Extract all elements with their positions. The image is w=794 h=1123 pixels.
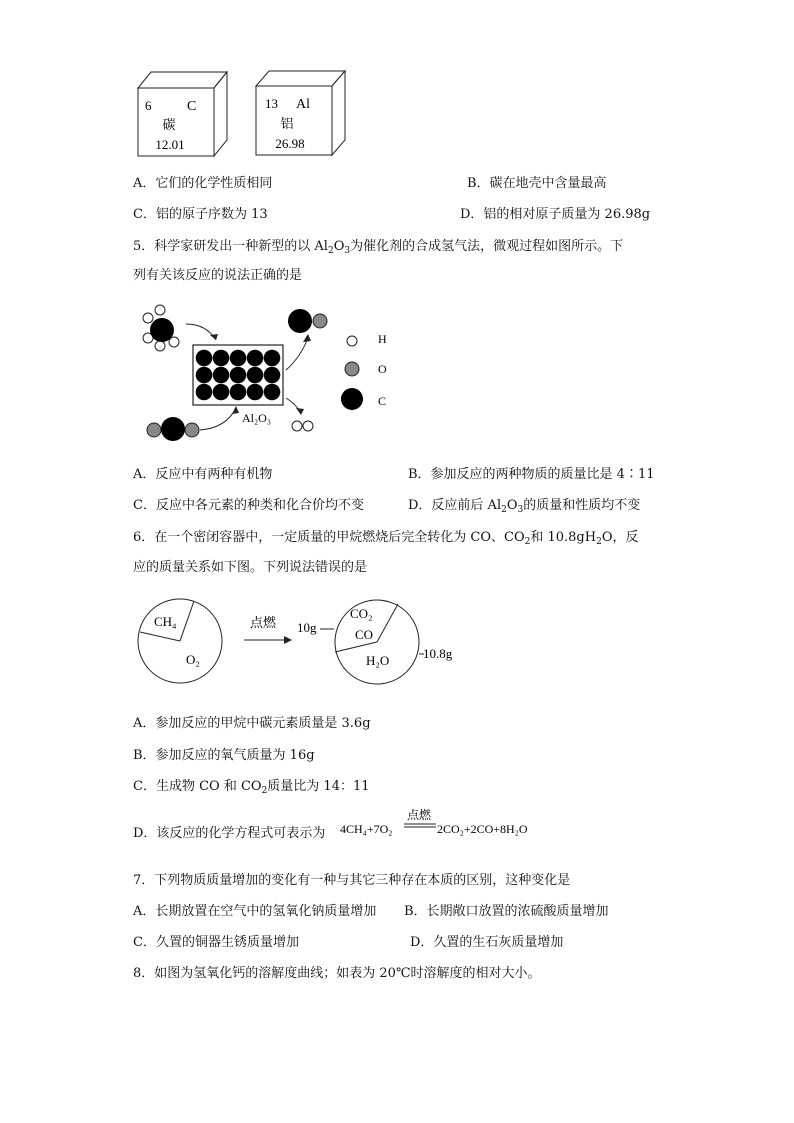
- carbon-monoxide-molecule: [288, 309, 327, 333]
- legend-o: O: [378, 362, 387, 376]
- mass-label-10g: 10g: [297, 620, 317, 635]
- catalyst-atom: [264, 350, 281, 367]
- catalyst-atom: [230, 350, 247, 367]
- pie-right-co: CO: [355, 627, 374, 642]
- q4-option-d[interactable]: D．铝的相对原子质量为 26.98g: [460, 207, 651, 222]
- q6-option-a[interactable]: A．参加反应的甲烷中碳元素质量是 3.6g: [133, 716, 371, 731]
- q6-equation: [340, 806, 560, 842]
- aluminum-mass: 26.98: [275, 136, 305, 151]
- q6-option-c[interactable]: C．生成物 CO 和 $CO_2$质量比为 14：11: [133, 779, 370, 796]
- q6-stem-line1: 6．在一个密闭容器中，一定质量的甲烷燃烧后完全转化为 CO、$CO_2$和 $10.8gH_2O$，反: [133, 530, 639, 547]
- q6-stem-line2: 应的质量关系如下图。下列说法错误的是: [133, 560, 368, 575]
- ignite-label: 点燃: [250, 615, 277, 630]
- hydrogen-legend-icon: [347, 336, 357, 346]
- catalyst-atom: [247, 350, 264, 367]
- q5-option-c[interactable]: C．反应中各元素的种类和化合价均不变: [133, 498, 364, 513]
- catalyst-atom: [196, 350, 213, 367]
- catalyst-atom: [264, 367, 281, 384]
- catalyst-atom: [213, 367, 230, 384]
- equation-left: 4CH₄+7O₂: [340, 822, 393, 836]
- q5-stem-line2: 列有关该反应的说法正确的是: [133, 268, 303, 283]
- catalyst-atom: [213, 350, 230, 367]
- q4-option-a[interactable]: A．它们的化学性质相同: [133, 176, 273, 191]
- carbon-card: [138, 72, 227, 156]
- carbon-mass: 12.01: [155, 137, 185, 152]
- aluminum-card: [256, 71, 345, 155]
- pie-left-o2: O₂: [186, 652, 200, 667]
- equation-condition: 点燃: [407, 808, 432, 822]
- q6-mass-pie-figure: [134, 596, 464, 692]
- catalyst-atom: [196, 384, 213, 401]
- element-cards-figure: [130, 66, 360, 162]
- q8-stem: 8．如图为氢氧化钙的溶解度曲线；如表为 20℃时溶解度的相对大小。: [133, 966, 541, 981]
- methane-molecule: [143, 305, 179, 351]
- q7-option-b[interactable]: B．长期敞口放置的浓硫酸质量增加: [404, 904, 609, 919]
- mass-label-10-8g: 10.8g: [423, 646, 453, 661]
- q5-microscopic-figure: [138, 300, 408, 445]
- q6-option-b[interactable]: B．参加反应的氧气质量为 16g: [133, 748, 315, 763]
- catalyst-atom: [196, 367, 213, 384]
- legend-c: C: [378, 394, 387, 408]
- pie-right-co2: CO₂: [350, 606, 373, 621]
- carbon-name: 碳: [162, 117, 176, 132]
- q5-stem-line1: 5．科学家研发出一种新型的以 $Al_2O_3$为催化剂的合成氢气法，微观过程如图所示。下: [133, 239, 624, 256]
- carbon-dioxide-molecule: [147, 417, 199, 441]
- aluminum-number: 13: [265, 96, 278, 111]
- catalyst-atom: [247, 384, 264, 401]
- products-pie: [297, 600, 453, 684]
- equation-right: 2CO₂+2CO+8H₂O: [437, 822, 528, 836]
- catalyst-label: Al₂O₃: [242, 411, 272, 425]
- carbon-legend-icon: [341, 388, 363, 410]
- q6-option-d[interactable]: D．该反应的化学方程式可表示为: [133, 826, 326, 841]
- q7-option-c[interactable]: C．久置的铜器生锈质量增加: [133, 935, 299, 950]
- q4-option-b[interactable]: B．碳在地壳中含量最高: [467, 176, 607, 191]
- q4-option-c[interactable]: C．铝的原子序数为 13: [133, 207, 268, 222]
- q7-stem: 7．下列物质质量增加的变化有一种与其它三种存在本质的区别，这种变化是: [133, 873, 571, 888]
- atom-legend: [341, 332, 387, 410]
- catalyst-atom: [230, 384, 247, 401]
- catalyst-atom: [213, 384, 230, 401]
- aluminum-name: 铝: [280, 116, 294, 131]
- aluminum-symbol: Al: [296, 97, 310, 112]
- q5-option-d[interactable]: D．反应前后 $Al_2O_3$的质量和性质均不变: [408, 498, 641, 515]
- carbon-number: 6: [145, 98, 152, 113]
- pie-right-h2o: H₂O: [366, 653, 390, 668]
- q5-option-b[interactable]: B．参加反应的两种物质的质量比是 4∶11: [408, 467, 655, 482]
- catalyst-atom: [230, 367, 247, 384]
- legend-h: H: [378, 332, 387, 346]
- hydrogen-molecule: [292, 421, 313, 431]
- catalyst-atoms: [196, 350, 281, 401]
- oxygen-legend-icon: [345, 362, 359, 376]
- q7-option-d[interactable]: D．久置的生石灰质量增加: [410, 935, 564, 950]
- pie-left-ch4: CH₄: [154, 614, 177, 629]
- carbon-symbol: C: [187, 99, 197, 114]
- catalyst-atom: [247, 367, 264, 384]
- q5-option-a[interactable]: A．反应中有两种有机物: [133, 467, 273, 482]
- reactants-pie: [138, 599, 222, 683]
- q7-option-a[interactable]: A．长期放置在空气中的氢氧化钠质量增加: [133, 904, 377, 919]
- catalyst-atom: [264, 384, 281, 401]
